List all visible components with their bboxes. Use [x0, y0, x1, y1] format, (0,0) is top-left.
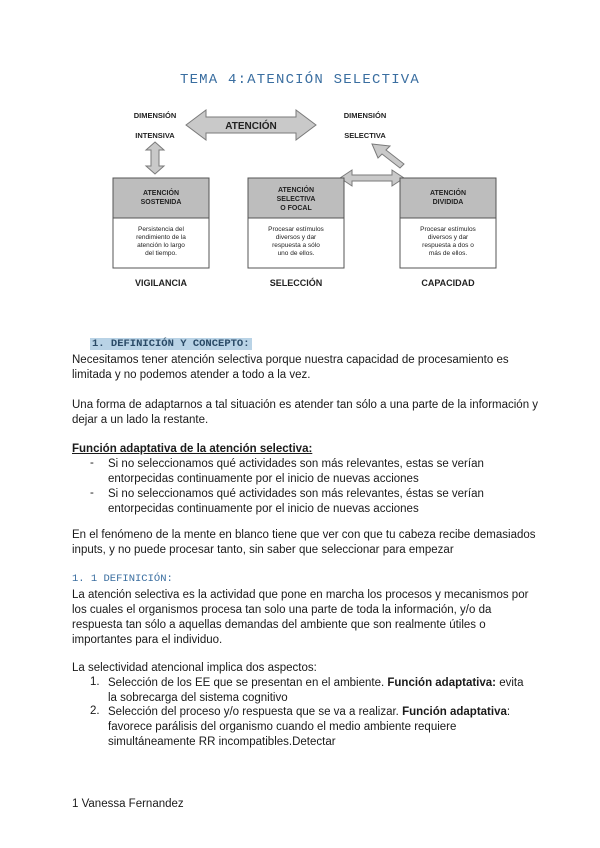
box2-desc-1: Procesar estímulos — [268, 226, 324, 233]
paragraph-2: Una forma de adaptarnos a tal situación es atender tan sólo a una parte de la información y dejar a un lado la restante. — [72, 399, 539, 426]
box1-title-1: ATENCIÓN — [142, 190, 180, 197]
box3-title-1: ATENCIÓN — [429, 190, 467, 197]
bullet-item: Si no seleccionamos qué actividades son más relevantes, estas se verían entorpecidas continuamente por el inicio de nuevas acciones — [108, 458, 484, 485]
label-capacidad: CAPACIDAD — [421, 278, 475, 288]
attention-diagram — [108, 100, 508, 295]
box2-title-3: O FOCAL — [280, 205, 312, 212]
dim-right-2: SELECTIVA — [344, 131, 386, 140]
label-vigilancia: VIGILANCIA — [134, 278, 188, 288]
box1-title-2: SOSTENIDA — [140, 199, 182, 206]
item-number: 1. — [90, 676, 100, 688]
paragraph-1: Necesitamos tener atención selectiva porque nuestra capacidad de procesamiento es limitada y no podemos atender a todo a la vez. — [72, 354, 509, 381]
box3-desc-1: Procesar estímulos — [420, 226, 476, 233]
box-dividida-title — [400, 178, 496, 218]
function-heading: Función adaptativa de la atención selectiva: — [72, 443, 313, 455]
box1-desc-1: Persistencia del — [138, 226, 184, 233]
box2-desc-2: diversos y dar — [275, 234, 317, 241]
section-heading-1-1: 1. 1 DEFINICIÓN: — [72, 573, 173, 585]
box-sostenida-title — [113, 178, 209, 218]
footer: 1 Vanessa Fernandez — [72, 798, 184, 810]
numbered-item: Selección del proceso y/o respuesta que se va a realizar. Función adaptativa: favorece parálisis del organismo cuando el medio ambiente requiere simultáneamente RR incompatibles.Detectar — [108, 706, 511, 748]
page-title: TEMA 4:ATENCIÓN SELECTIVA — [179, 72, 421, 88]
item-number: 2. — [90, 705, 100, 717]
horizontal-arrow — [340, 170, 404, 186]
bullet-marker: - — [90, 457, 94, 469]
vertical-arrow — [146, 142, 164, 174]
bullet-item: Si no seleccionamos qué actividades son más relevantes, éstas se verían entorpecidas continuamente por el inicio de nuevas acciones — [108, 488, 484, 515]
label-seleccion: SELECCIÓN — [269, 278, 323, 288]
center-label: ATENCIÓN — [225, 121, 277, 132]
paragraph-3: En el fenómeno de la mente en blanco tiene que ver con que tu cabeza recibe demasiados inputs, y no puede procesar tanto, sin saber que seleccionar para empezar — [72, 529, 536, 556]
box3-desc-2: diversos y dar — [427, 234, 469, 241]
diagonal-arrow-up — [372, 144, 404, 168]
bullet-marker: - — [90, 487, 94, 499]
dim-left-2: INTENSIVA — [135, 131, 175, 140]
numbered-item: Selección de los EE que se presentan en el ambiente. Función adaptativa: evita la sobrecarga del sistema cognitivo — [108, 677, 524, 704]
aspects-intro: La selectividad atencional implica dos aspectos: — [72, 662, 317, 674]
box2-title-2: SELECTIVA — [276, 196, 316, 203]
box2-desc-3: respuesta a sólo — [272, 242, 320, 249]
box3-title-2: DIVIDIDA — [432, 199, 464, 206]
definition-paragraph: La atención selectiva es la actividad que pone en marcha los procesos y mecanismos por los cuales el organismos procesa tan solo una parte de toda la información, y/o da respuesta tan sólo a aquellas demandas del ambiente que son realmente útiles o importantes para el individuo. — [72, 589, 529, 646]
dim-right-1: DIMENSIÓN — [343, 111, 387, 120]
box1-desc-2: rendimiento de la — [136, 234, 186, 241]
box2-desc-4: uno de ellos. — [277, 250, 315, 257]
box1-desc-4: del tiempo. — [145, 250, 177, 257]
box1-desc-3: atención lo largo — [137, 242, 185, 249]
box2-title-1: ATENCIÓN — [277, 187, 315, 194]
box3-desc-4: más de ellos. — [428, 250, 468, 257]
dim-left-1: DIMENSIÓN — [133, 111, 177, 120]
section-heading-definicion: 1. DEFINICIÓN Y CONCEPTO: — [92, 338, 250, 350]
box3-desc-3: respuesta a dos o — [422, 242, 474, 249]
